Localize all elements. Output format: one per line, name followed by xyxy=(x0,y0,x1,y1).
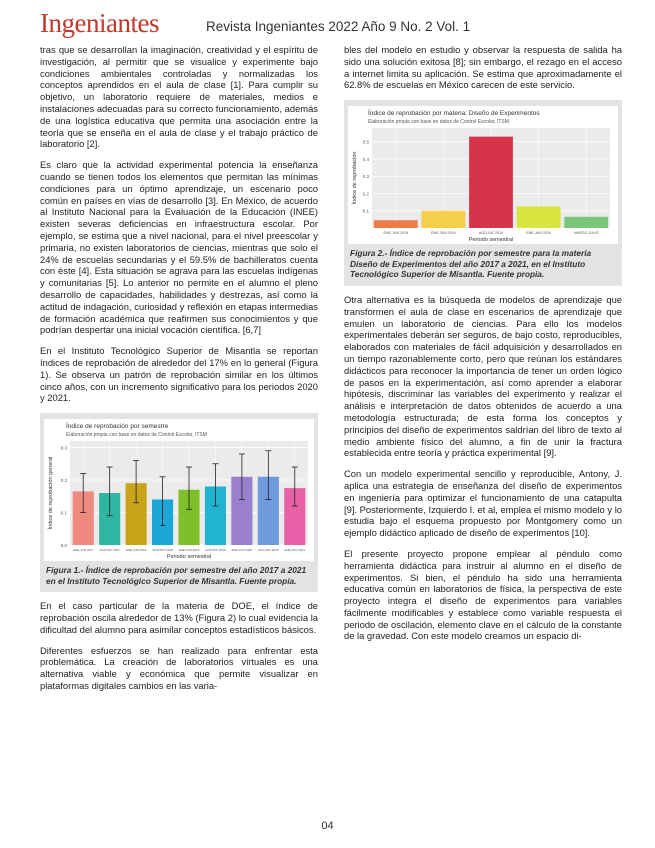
chart-title: Índice de reprobación por materia: Diseño de Experimentos xyxy=(368,110,540,118)
figure-1 xyxy=(40,413,318,592)
y-tick-label: 0.3 xyxy=(362,174,369,180)
x-tick-label: AGO-DIC 2019 xyxy=(205,548,226,553)
paragraph: Diferentes esfuerzos se han realizado para enfrentar esta problemática. La creación de laboratorios virtuales es una alternativa viable y económica que permite visualizar en plataformas digitales cambios en las varia- xyxy=(40,644,318,692)
journal-logo: Ingeniantes xyxy=(40,8,159,38)
right-column xyxy=(344,44,622,651)
x-tick-label: AGO-DIC 2018 xyxy=(152,548,173,553)
journal-title: Revista Ingeniantes 2022 Año 9 No. 2 Vol. 1 xyxy=(206,19,471,34)
paragraph: El presente proyecto propone emplear al péndulo como herramienta didáctica para instruir al alumno en el diseño de experimentos. Si bien, el péndulo ha sido una herramienta educativa común en laboratorios de física, la perspectiva de este proyecto integra el diseño de experimentos para variables fácilmente modificables y establece como variable respuesta el periodo de oscilación, elemento clave en el cálculo de la constante de la gravedad. Con este modelo creamos un espacio di- xyxy=(344,547,622,642)
paragraph: Otra alternativa es la búsqueda de modelos de aprendizaje que transformen el aula de clase en escenarios de aprendizaje que emulen un laboratorio de ciencias. Para ello los modelos experimentales deberán ser seguros, de bajo costo, reproducibles, elaborados con materiales de fácil adquisición y desarrollados en un tiempo razonablemente corto, pero que reúnan los estándares didácticos para reconocer la importancia de tener un orden lógico de pasos en la experimentación, así como aprender a elaborar hipótesis, discriminar las variables del experimento y realizar el análisis e interpretación de datos obtenidos de acuerdo a una metodología estructurada; de esta forma los conceptos y principios del diseño de experimentos saldrían del libro de texto al medio ambiente físico del alumno, a fin de unir la fractura establecida entre teoría y práctica experimental [9]. xyxy=(344,293,622,459)
x-axis-label: Periodo semestral xyxy=(468,237,514,244)
x-tick-label: ENE-JUN 2019 xyxy=(178,548,200,553)
y-tick-label: 0.1 xyxy=(60,510,67,516)
x-tick-label: ENE-JUN 2017 xyxy=(72,548,94,553)
y-tick-label: 0.0 xyxy=(60,542,67,548)
x-tick-label: ENE-JUN 2019 xyxy=(431,231,456,236)
page-header xyxy=(40,8,620,42)
paragraph: En el Instituto Tecnológico Superior de Misantla se reportan índices de reprobación de alrededor del 17% en lo general (Figura 1). Se observa un patrón de reprobación similar en los últimos cinco años, con un incremento significativo para los periodos 2020 y 2021. xyxy=(40,345,318,404)
chart-subtitle: Elaboración propia con base en datos de Control Escolar, ITSM xyxy=(368,119,509,126)
left-column xyxy=(40,44,318,701)
chart-title: Índice de reprobación por semestre xyxy=(66,423,169,431)
paragraph: Con un modelo experimental sencillo y reproducible, Antony, J. aplica una estrategia de enseñanza del diseño de experimentos en ingeniería para optimizar el funcionamiento de una catapulta [9]. Posteriormente, Izquierdo I. et al, emplea el mismo modelo y lo estudia bajo el esquema propuesto por Montgomery como un ejemplo didáctico aplicado de diseño de experimentos [10]. xyxy=(344,468,622,539)
x-axis-label: Periodo semestral xyxy=(166,554,212,561)
paragraph: Es claro que la actividad experimental potencia la enseñanza cuando se tienen todos los elementos que permitan las mínimas condiciones para un óptimo aprendizaje, un escenario poco común en países en vías de desarrollo [3]. En México, de acuerdo al Instituto Nacional para la Evaluación de la Educación (INEE) existen severas deficiencias en infraestructura escolar. Por ejemplo, se estima que a nivel nacional, para el nivel preescolar y primaria, no existen laboratorios de ciencias, mientras que solo el 24% de escuelas secundarias y el 59.5% de bachilleratos cuenta con éste [4]. Esta situación se agrava para las escuelas indígenas y comunitarias [5]. Lo anterior no permite en el alumno el pleno desarrollo de capacidades, habilidades y destrezas, así como la actitud de indagación, curiosidad y reflexión en etapas intermedias de formación académica que reafirmen sus conocimientos y que podrían despertar una inicial vocación científica. [6,7] xyxy=(40,159,318,336)
x-tick-label: ENE-JUN 2018 xyxy=(125,548,147,553)
y-tick-label: 0.1 xyxy=(362,208,369,214)
page-number: 04 xyxy=(321,820,334,832)
bar xyxy=(422,211,466,228)
y-tick-label: 0.4 xyxy=(362,157,369,163)
figure-1-caption: Figura 1.- Índice de reprobación por semestre del año 2017 a 2021 en el Instituto Tecnológico Superior de Misantla. Fuente propia. xyxy=(46,565,307,586)
x-tick-label: AGO-DIC 2020 xyxy=(258,548,279,553)
figure-2-caption: Figura 2.- Índice de reprobación por semestre para la materia Diseño de Experimentos del año 2017 a 2021, en el Instituto Tecnológico Superior de Misantla. Fuente propia. xyxy=(350,248,592,280)
x-tick-label: AGO-DIC 2017 xyxy=(99,548,120,553)
figure-1-chart xyxy=(44,419,314,561)
x-tick-label: ENE-JUN 2019 xyxy=(383,231,409,236)
bar xyxy=(564,217,608,228)
figure-2 xyxy=(344,100,622,286)
x-tick-label: AGO-DIC 2019 xyxy=(478,231,504,236)
y-tick-label: 0.5 xyxy=(362,139,369,145)
y-tick-label: 0.3 xyxy=(60,445,67,451)
paragraph: En el caso particular de la materia de DOE, el índice de reprobación oscila alrededor de 13% (Figura 2) lo cual evidencia la dificultad del alumno para asimilar conceptos estadísticos básicos. xyxy=(40,600,318,635)
x-tick-label: ENE-JUN 2021 xyxy=(284,548,306,553)
y-tick-label: 0.2 xyxy=(60,477,67,483)
paragraph: bles del modelo en estudio y observar la respuesta de salida ha sido una solución exitosa [8]; sin embargo, el rezago en el acceso a internet limita su aplicación. Se estima que aproximadamente el 62.8% de escuelas en México carecen de este servicio. xyxy=(344,44,622,91)
y-tick-label: 0.2 xyxy=(362,191,369,197)
figure-2-chart xyxy=(348,106,618,244)
bar xyxy=(517,207,561,229)
x-tick-label: ENE-JUN 2020 xyxy=(526,231,551,236)
bar xyxy=(374,220,418,228)
x-tick-label: ENE-JUN 2020 xyxy=(231,548,253,553)
bar xyxy=(469,137,513,228)
y-axis-label: Índice de reprobación xyxy=(352,151,358,205)
chart-subtitle: Elaboración propia con base en datos de Control Escolar, ITSM xyxy=(66,432,207,439)
y-axis-label: Índice de reprobación general xyxy=(48,456,54,530)
paragraph: tras que se desarrollan la imaginación, creatividad y el espíritu de investigación, al permitir que se visualice y experimente bajo condiciones ambientales controladas y normalizadas los conceptos aprendidos en el aula de clase [1]. Para cumplir su objetivo, un laboratorio requiere de materiales, medios e instalaciones adecuadas para su correcto funcionamiento, además de una logística educativa que permita una asociación entre la teoría que se enseña en el aula de clase y el trabajo práctico de laboratorio [2]. xyxy=(40,44,318,150)
x-tick-label: MARZO-JULIO xyxy=(574,231,599,236)
